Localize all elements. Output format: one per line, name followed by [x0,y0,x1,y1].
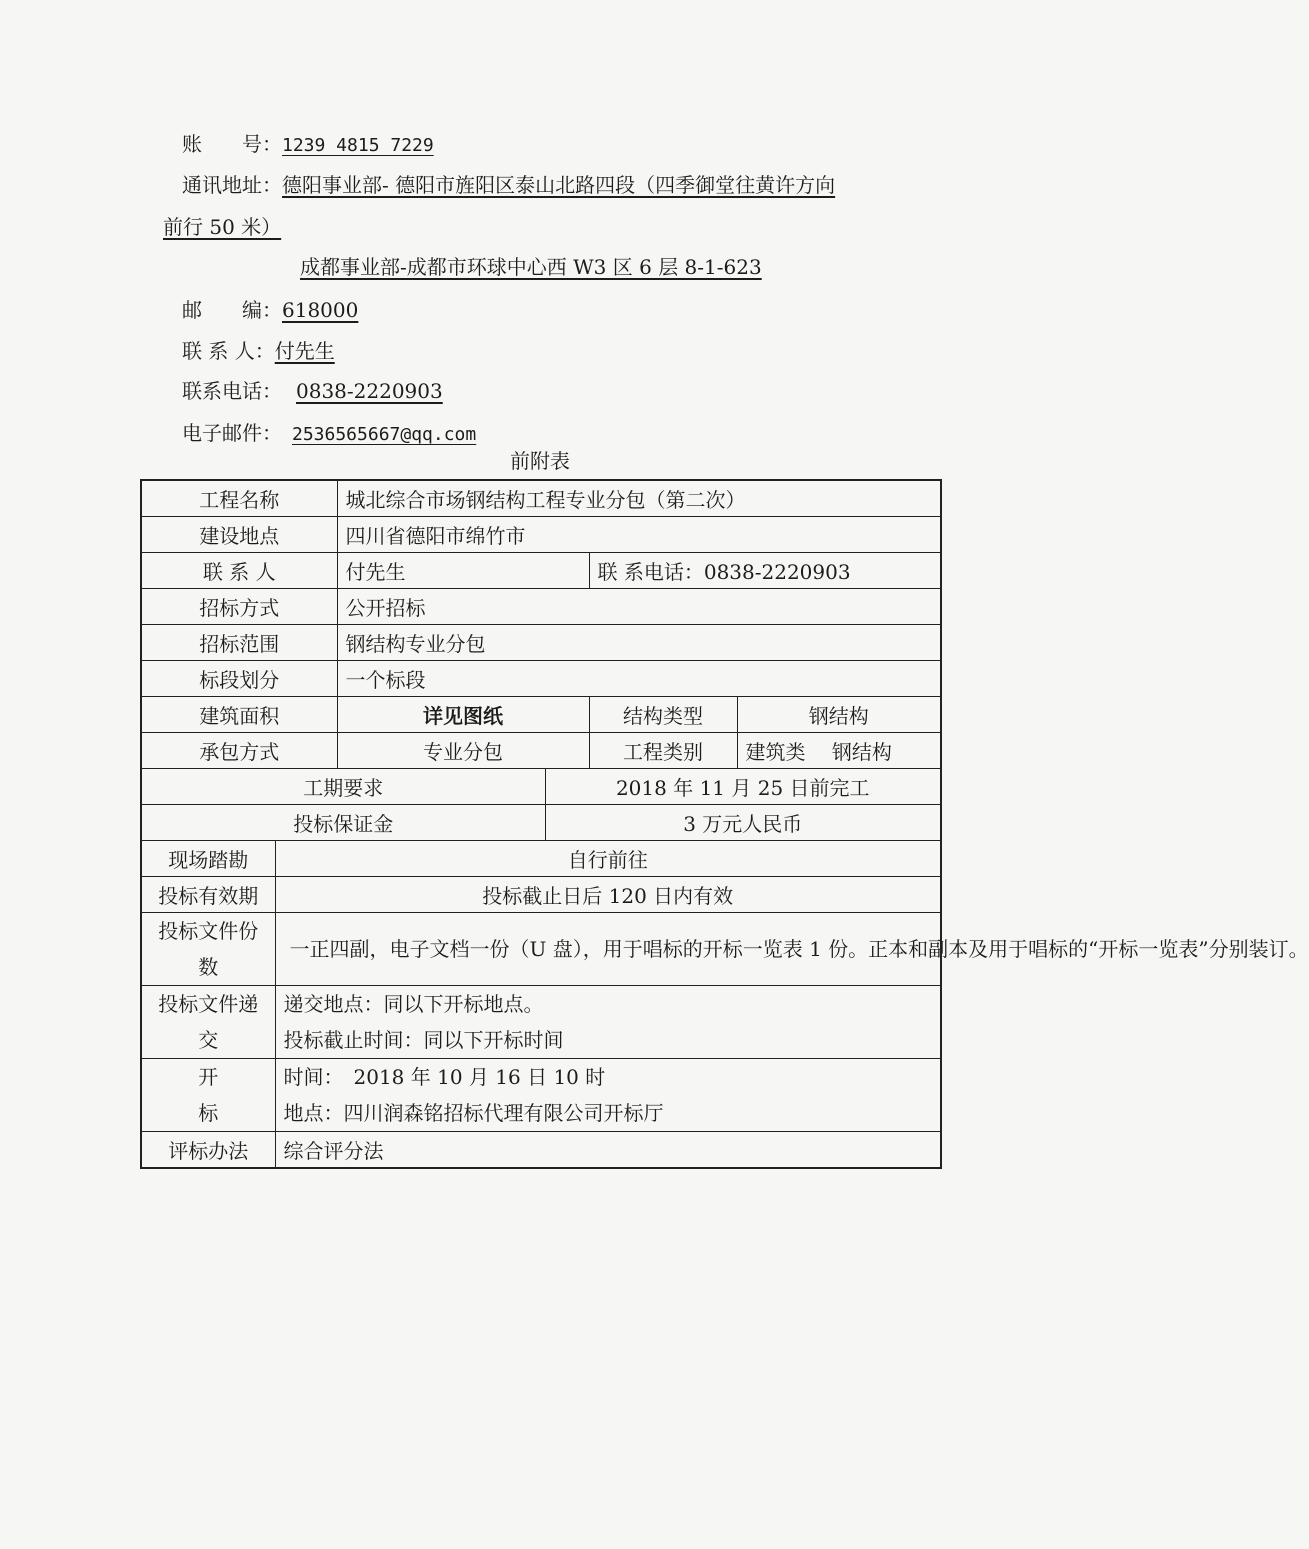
project-name-value: 城北综合市场钢结构工程专业分包（第二次） [337,480,941,517]
postcode-label: 邮 编： [182,298,282,322]
table-title: 前附表 [510,449,570,473]
opening-time: 时间： 2018 年 10 月 16 日 10 时 [283,1065,606,1089]
account-value: 1239 4815 7229 [282,135,434,156]
site-visit-value: 自行前往 [275,841,941,877]
copies-key-line-1: 投标文件份 [158,919,259,943]
duration-key: 工期要求 [141,769,545,805]
opening-key-line-2: 标 [198,1101,219,1125]
postcode-line [182,297,358,323]
table-row [141,553,941,589]
table-row [141,589,941,625]
evaluation-value: 综合评分法 [275,1132,941,1169]
opening-key-line-1: 开 [198,1065,219,1089]
project-category-key: 工程类别 [589,733,737,769]
submission-value [275,986,941,1059]
account-line [182,131,434,159]
opening-value [275,1059,941,1132]
bid-data-table [140,479,1309,1169]
email-line [182,420,476,448]
contact-value: 付先生 [337,553,589,589]
sections-key: 标段划分 [141,661,337,697]
area-value: 详见图纸 [337,697,589,733]
opening-place: 地点：四川润森铭招标代理有限公司开标厅 [283,1101,664,1125]
table-row [141,661,941,697]
contact-label: 联 系 人： [182,339,275,363]
table-row [141,805,941,841]
address-line-3 [300,254,762,280]
address-line-1 [182,172,835,198]
deposit-key: 投标保证金 [141,805,545,841]
bid-scope-key: 招标范围 [141,625,337,661]
table-row [141,913,941,986]
copies-key-line-2: 数 [198,955,219,979]
contract-key: 承包方式 [141,733,337,769]
structure-type-key: 结构类型 [589,697,737,733]
table-row [141,841,941,877]
contact-phone: 联 系电话：0838-2220903 [589,553,941,589]
submission-place: 递交地点：同以下开标地点。 [283,992,544,1016]
structure-type-value: 钢结构 [737,697,941,733]
deposit-value: 3 万元人民币 [545,805,941,841]
phone-line [182,378,483,404]
table-row [141,1132,941,1169]
validity-key: 投标有效期 [141,877,275,913]
address-value-2: 前行 50 米） [163,215,282,239]
address-value-3: 成都事业部-成都市环球中心西 W3 区 6 层 8-1-623 [300,255,762,279]
site-visit-key: 现场踏勘 [141,841,275,877]
table-row [141,986,941,1059]
bid-method-value: 公开招标 [337,589,941,625]
table-row [141,1059,941,1132]
opening-key [141,1059,275,1132]
table-row [141,480,941,517]
contract-value: 专业分包 [337,733,589,769]
copies-value: 一正四副，电子文档一份（U 盘），用于唱标的开标一览表 1 份。正本和副本及用于唱标的“开标一览表”分别装订。 [275,913,941,986]
table-row [141,517,941,553]
location-key: 建设地点 [141,517,337,553]
contact-value: 付先生 [274,339,335,363]
table-row [141,877,941,913]
submission-key-line-1: 投标文件递 [158,992,259,1016]
table-row [141,625,941,661]
table-row [141,697,941,733]
address-value-1: 德阳事业部- 德阳市旌阳区泰山北路四段（四季御堂往黄许方向 [282,173,836,197]
contact-key: 联 系 人 [141,553,337,589]
postcode-value: 618000 [282,298,359,322]
submission-deadline: 投标截止时间：同以下开标时间 [283,1028,564,1052]
bid-scope-value: 钢结构专业分包 [337,625,941,661]
email-label: 电子邮件： [182,421,282,445]
account-label: 账 号： [182,132,282,156]
address-label: 通讯地址： [182,173,282,197]
submission-key [141,986,275,1059]
project-category-value: 建筑类 钢结构 [737,733,941,769]
duration-value: 2018 年 11 月 25 日前完工 [545,769,941,805]
bid-method-key: 招标方式 [141,589,337,625]
address-line-2 [163,214,281,240]
submission-key-line-2: 交 [198,1028,219,1052]
phone-value: 0838-2220903 [296,379,443,403]
area-key: 建筑面积 [141,697,337,733]
validity-value: 投标截止日后 120 日内有效 [275,877,941,913]
location-value: 四川省德阳市绵竹市 [337,517,941,553]
sections-value: 一个标段 [337,661,941,697]
table-row [141,769,941,805]
phone-label: 联系电话： [182,379,282,403]
email-value: 2536565667@qq.com [292,424,477,445]
project-name-key: 工程名称 [141,480,337,517]
evaluation-key: 评标办法 [141,1132,275,1169]
copies-key [141,913,275,986]
contact-line [182,338,335,364]
table-row [141,733,941,769]
